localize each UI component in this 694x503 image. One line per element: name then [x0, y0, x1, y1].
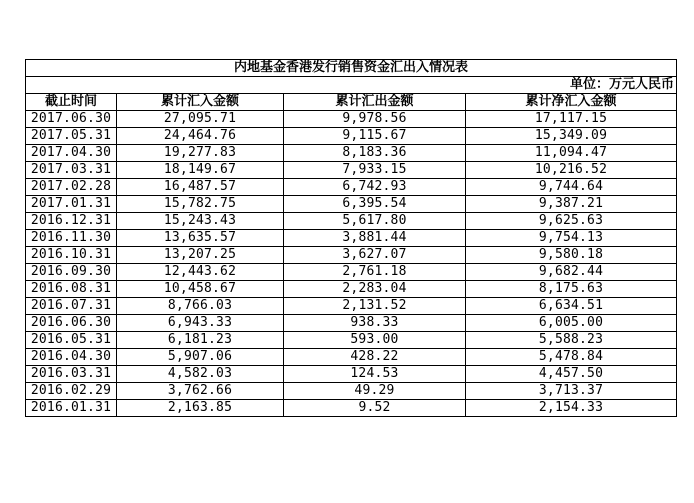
table-row: [26, 247, 677, 264]
inflow-cell: 3,762.66: [117, 383, 284, 400]
date-cell: 2016.01.31: [26, 400, 117, 417]
date-cell: 2016.05.31: [26, 332, 117, 349]
net-inflow-cell: 6,634.51: [466, 298, 677, 315]
inflow-cell: 4,582.03: [117, 366, 284, 383]
date-cell: 2017.01.31: [26, 196, 117, 213]
date-cell: 2016.12.31: [26, 213, 117, 230]
header-row: [26, 94, 677, 111]
column-header-outflow: 累计汇出金额: [284, 94, 466, 111]
net-inflow-cell: 8,175.63: [466, 281, 677, 298]
title-row: [26, 60, 677, 77]
table-row: [26, 281, 677, 298]
table-row: [26, 196, 677, 213]
date-cell: 2017.04.30: [26, 145, 117, 162]
outflow-cell: 938.33: [284, 315, 466, 332]
inflow-cell: 8,766.03: [117, 298, 284, 315]
table-row: [26, 315, 677, 332]
date-cell: 2017.05.31: [26, 128, 117, 145]
net-inflow-cell: 5,478.84: [466, 349, 677, 366]
outflow-cell: 9,115.67: [284, 128, 466, 145]
date-cell: 2016.11.30: [26, 230, 117, 247]
date-cell: 2016.07.31: [26, 298, 117, 315]
table-row: [26, 179, 677, 196]
outflow-cell: 428.22: [284, 349, 466, 366]
net-inflow-cell: 9,387.21: [466, 196, 677, 213]
table-row: [26, 400, 677, 417]
outflow-cell: 593.00: [284, 332, 466, 349]
table-title: 内地基金香港发行销售资金汇出入情况表: [26, 60, 677, 77]
unit-label: 单位：万元人民币: [26, 77, 677, 94]
net-inflow-cell: 3,713.37: [466, 383, 677, 400]
date-cell: 2017.02.28: [26, 179, 117, 196]
outflow-cell: 3,627.07: [284, 247, 466, 264]
fund-flow-table: [25, 59, 677, 417]
outflow-cell: 6,742.93: [284, 179, 466, 196]
inflow-cell: 10,458.67: [117, 281, 284, 298]
inflow-cell: 12,443.62: [117, 264, 284, 281]
column-header-net-inflow: 累计净汇入金额: [466, 94, 677, 111]
net-inflow-cell: 5,588.23: [466, 332, 677, 349]
table-row: [26, 298, 677, 315]
table-row: [26, 264, 677, 281]
table-row: [26, 128, 677, 145]
inflow-cell: 15,782.75: [117, 196, 284, 213]
inflow-cell: 5,907.06: [117, 349, 284, 366]
table-row: [26, 230, 677, 247]
date-cell: 2017.03.31: [26, 162, 117, 179]
table-row: [26, 111, 677, 128]
outflow-cell: 7,933.15: [284, 162, 466, 179]
date-cell: 2016.08.31: [26, 281, 117, 298]
inflow-cell: 15,243.43: [117, 213, 284, 230]
outflow-cell: 8,183.36: [284, 145, 466, 162]
net-inflow-cell: 15,349.09: [466, 128, 677, 145]
table-row: [26, 213, 677, 230]
net-inflow-cell: 9,754.13: [466, 230, 677, 247]
inflow-cell: 13,635.57: [117, 230, 284, 247]
outflow-cell: 49.29: [284, 383, 466, 400]
date-cell: 2016.04.30: [26, 349, 117, 366]
date-cell: 2016.06.30: [26, 315, 117, 332]
inflow-cell: 16,487.57: [117, 179, 284, 196]
net-inflow-cell: 10,216.52: [466, 162, 677, 179]
outflow-cell: 9,978.56: [284, 111, 466, 128]
date-cell: 2016.02.29: [26, 383, 117, 400]
net-inflow-cell: 9,744.64: [466, 179, 677, 196]
outflow-cell: 3,881.44: [284, 230, 466, 247]
inflow-cell: 24,464.76: [117, 128, 284, 145]
table-row: [26, 366, 677, 383]
table-row: [26, 349, 677, 366]
table-row: [26, 145, 677, 162]
table-body: [26, 111, 677, 417]
outflow-cell: 2,131.52: [284, 298, 466, 315]
outflow-cell: 2,761.18: [284, 264, 466, 281]
date-cell: 2016.03.31: [26, 366, 117, 383]
date-cell: 2017.06.30: [26, 111, 117, 128]
outflow-cell: 6,395.54: [284, 196, 466, 213]
net-inflow-cell: 6,005.00: [466, 315, 677, 332]
net-inflow-cell: 17,117.15: [466, 111, 677, 128]
inflow-cell: 19,277.83: [117, 145, 284, 162]
date-cell: 2016.09.30: [26, 264, 117, 281]
outflow-cell: 9.52: [284, 400, 466, 417]
column-header-date: 截止时间: [26, 94, 117, 111]
unit-row: [26, 77, 677, 94]
table-row: [26, 332, 677, 349]
inflow-cell: 18,149.67: [117, 162, 284, 179]
inflow-cell: 6,181.23: [117, 332, 284, 349]
inflow-cell: 27,095.71: [117, 111, 284, 128]
column-header-inflow: 累计汇入金额: [117, 94, 284, 111]
outflow-cell: 2,283.04: [284, 281, 466, 298]
table-row: [26, 162, 677, 179]
table-row: [26, 383, 677, 400]
net-inflow-cell: 2,154.33: [466, 400, 677, 417]
outflow-cell: 5,617.80: [284, 213, 466, 230]
inflow-cell: 6,943.33: [117, 315, 284, 332]
net-inflow-cell: 9,682.44: [466, 264, 677, 281]
net-inflow-cell: 11,094.47: [466, 145, 677, 162]
outflow-cell: 124.53: [284, 366, 466, 383]
net-inflow-cell: 4,457.50: [466, 366, 677, 383]
net-inflow-cell: 9,580.18: [466, 247, 677, 264]
inflow-cell: 2,163.85: [117, 400, 284, 417]
date-cell: 2016.10.31: [26, 247, 117, 264]
inflow-cell: 13,207.25: [117, 247, 284, 264]
net-inflow-cell: 9,625.63: [466, 213, 677, 230]
